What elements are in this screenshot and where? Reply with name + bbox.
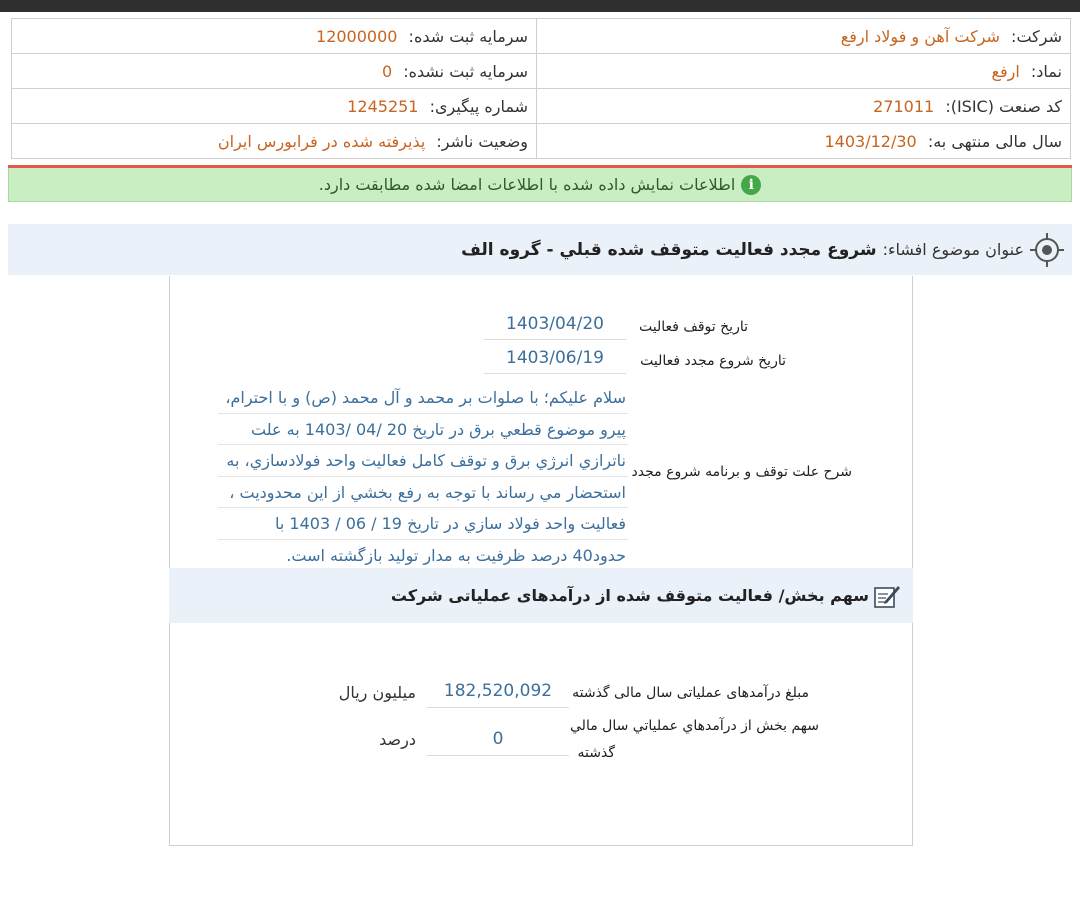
reason-text	[218, 382, 628, 572]
company-value[interactable]: شرکت آهن و فولاد ارفع	[840, 26, 1000, 46]
reason-line: ناترازي انرژي برق و توقف كامل فعاليت واحد فولادسازي، به	[218, 445, 628, 477]
isic-value: 271011	[873, 96, 935, 116]
capital-unregistered-label: سرمایه ثبت نشده:	[403, 61, 528, 81]
share-section-title: سهم بخش/ فعالیت متوقف شده از درآمدهای عملیاتی شرکت	[390, 586, 869, 605]
company-cell	[537, 19, 1071, 54]
status-label: وضعیت ناشر:	[436, 131, 528, 151]
subject-label: عنوان موضوع افشاء:	[882, 240, 1024, 259]
share-label: سهم بخش از درآمدهاي عملياتي سال مالي	[570, 718, 819, 734]
tracking-cell	[12, 89, 537, 124]
capital-unregistered-cell	[12, 54, 537, 89]
share-label-cont: گذشته	[577, 745, 615, 761]
share-unit: درصد	[379, 730, 416, 749]
capital-unregistered-value: 0	[381, 61, 393, 81]
table-row	[12, 19, 1071, 54]
capital-registered-value: 12000000	[316, 26, 398, 46]
status-cell	[12, 124, 537, 159]
capital-registered-cell	[12, 19, 537, 54]
symbol-label: نماد:	[1030, 61, 1062, 81]
restart-date-label: تاریخ شروع مجدد فعالیت	[640, 353, 786, 369]
fiscal-label: سال مالی منتهی به:	[927, 131, 1062, 151]
edit-icon	[873, 583, 901, 609]
share-value: 0	[427, 729, 569, 756]
stop-date-value: 1403/04/20	[484, 314, 626, 340]
subject-bar	[8, 224, 1072, 275]
reason-line: پيرو موضوع قطعي برق در تاريخ 20 /04 /1403 به علت	[218, 414, 628, 446]
revenue-unit: میلیون ریال	[338, 683, 416, 702]
isic-label: کد صنعت (ISIC):	[945, 96, 1062, 116]
company-label: شرکت:	[1011, 26, 1062, 46]
company-info-table	[11, 18, 1071, 159]
capital-registered-label: سرمایه ثبت شده:	[408, 26, 528, 46]
reason-line: استحضار مي رساند با توجه به رفع بخشي از اين محدوديت ،	[218, 477, 628, 509]
stop-date-label: تاریخ توقف فعالیت	[638, 319, 748, 335]
top-bar	[0, 0, 1080, 12]
target-icon	[1030, 233, 1064, 267]
reason-line: فعاليت واحد فولاد سازي در تاريخ 19 / 06 / 1403 با	[218, 508, 628, 540]
symbol-cell	[537, 54, 1071, 89]
revenue-value: 182,520,092	[427, 681, 569, 708]
subject-value: شروع مجدد فعاليت متوقف شده قبلي - گروه الف	[461, 239, 877, 260]
restart-date-value: 1403/06/19	[484, 348, 626, 374]
share-section-header	[169, 568, 913, 623]
status-value: پذیرفته شده در فرابورس ایران	[217, 131, 426, 151]
table-row	[12, 54, 1071, 89]
tracking-value: 1245251	[347, 96, 419, 116]
fiscal-cell	[537, 124, 1071, 159]
table-row	[12, 89, 1071, 124]
table-row	[12, 124, 1071, 159]
fiscal-value: 1403/12/30	[824, 131, 917, 151]
symbol-value[interactable]: ارفع	[991, 61, 1020, 81]
revenue-label: مبلغ درآمدهای عملیاتی سال مالی گذشته	[572, 685, 809, 701]
isic-cell	[537, 89, 1071, 124]
notice-text: اطلاعات نمایش داده شده با اطلاعات امضا شده مطابقت دارد.	[318, 175, 736, 194]
reason-line: حدود40 درصد ظرفيت به مدار توليد بازگشته است.	[286, 545, 626, 565]
verification-notice	[8, 168, 1072, 202]
info-icon: i	[741, 175, 761, 195]
reason-label: شرح علت توقف و برنامه شروع مجدد	[631, 464, 852, 480]
tracking-label: شماره پیگیری:	[429, 96, 528, 116]
reason-line: سلام عليكم؛ با صلوات بر محمد و آل محمد (ص) و با احترام،	[218, 382, 628, 414]
